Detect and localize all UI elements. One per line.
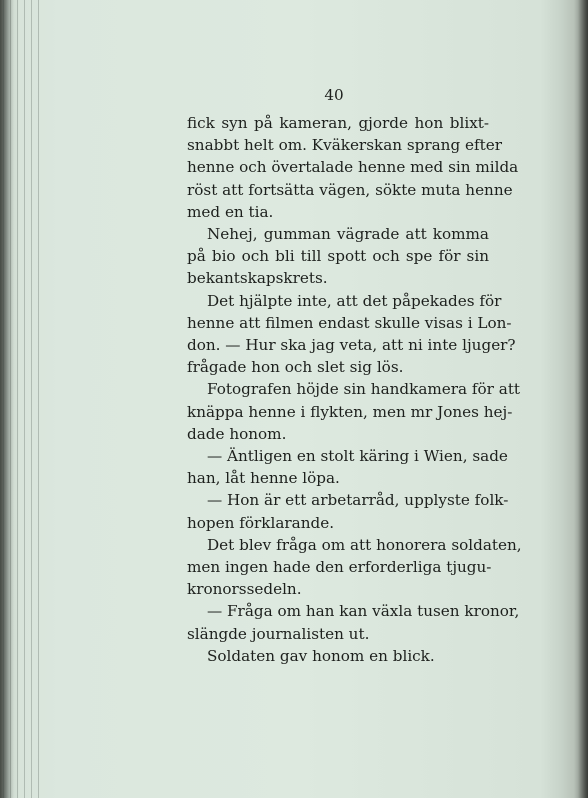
body-text <box>167 112 522 667</box>
binding-shadow <box>0 0 14 798</box>
paragraph <box>167 378 521 445</box>
text-line: han, låt henne löpa. <box>187 469 340 488</box>
paragraph <box>167 534 522 601</box>
text-line: fick syn på kameran, gjorde hon blixt- <box>187 114 489 132</box>
text-line: men ingen hade den erforderliga tjugu- <box>187 558 492 577</box>
text-line: bekantskapskrets. <box>187 269 328 288</box>
text-line: Det blev fråga om att honorera soldaten, <box>207 535 522 554</box>
paragraph <box>167 645 489 667</box>
paragraph <box>167 489 509 533</box>
text-line: med en tia. <box>187 202 274 221</box>
paragraph <box>167 290 516 379</box>
text-line: — Äntligen en stolt käring i Wien, sade <box>207 447 508 466</box>
text-line: Soldaten gav honom en blick. <box>207 646 435 665</box>
page-text-block <box>167 84 522 667</box>
text-line: dade honom. <box>187 424 287 443</box>
text-line: snabbt helt om. Kväkerskan sprang efter <box>187 136 502 155</box>
page-right-edge <box>578 0 588 798</box>
text-line: Fotografen höjde sin handkamera för att <box>207 380 521 399</box>
text-line: knäppa henne i flykten, men mr Jones hej- <box>187 402 513 421</box>
text-line: Nehej, gumman vägrade att komma <box>207 225 489 244</box>
page-number: 40 <box>324 86 344 104</box>
paragraph <box>167 600 520 644</box>
text-line: röst att fortsätta vägen, sökte muta henne <box>187 180 513 199</box>
paragraph <box>167 445 508 489</box>
paragraph <box>167 223 489 290</box>
text-line: kronorssedeln. <box>187 580 302 599</box>
text-line: på bio och bli till spott och spe för sin <box>187 247 489 266</box>
text-line: — Fråga om han kan växla tusen kronor, <box>207 602 520 621</box>
text-line: slängde journalisten ut. <box>187 624 370 643</box>
text-line: hopen förklarande. <box>187 513 335 532</box>
text-line: frågade hon och slet sig lös. <box>187 358 404 377</box>
text-line: — Hon är ett arbetarråd, upplyste folk- <box>207 491 509 510</box>
text-line: henne och övertalade henne med sin milda <box>187 158 519 177</box>
text-line: Det hjälpte inte, att det påpekades för <box>207 291 502 310</box>
text-line: henne att filmen endast skulle visas i Lon- <box>187 313 512 332</box>
paragraph <box>167 112 519 223</box>
text-line: don. — Hur ska jag veta, att ni inte ljuger? <box>187 336 516 355</box>
